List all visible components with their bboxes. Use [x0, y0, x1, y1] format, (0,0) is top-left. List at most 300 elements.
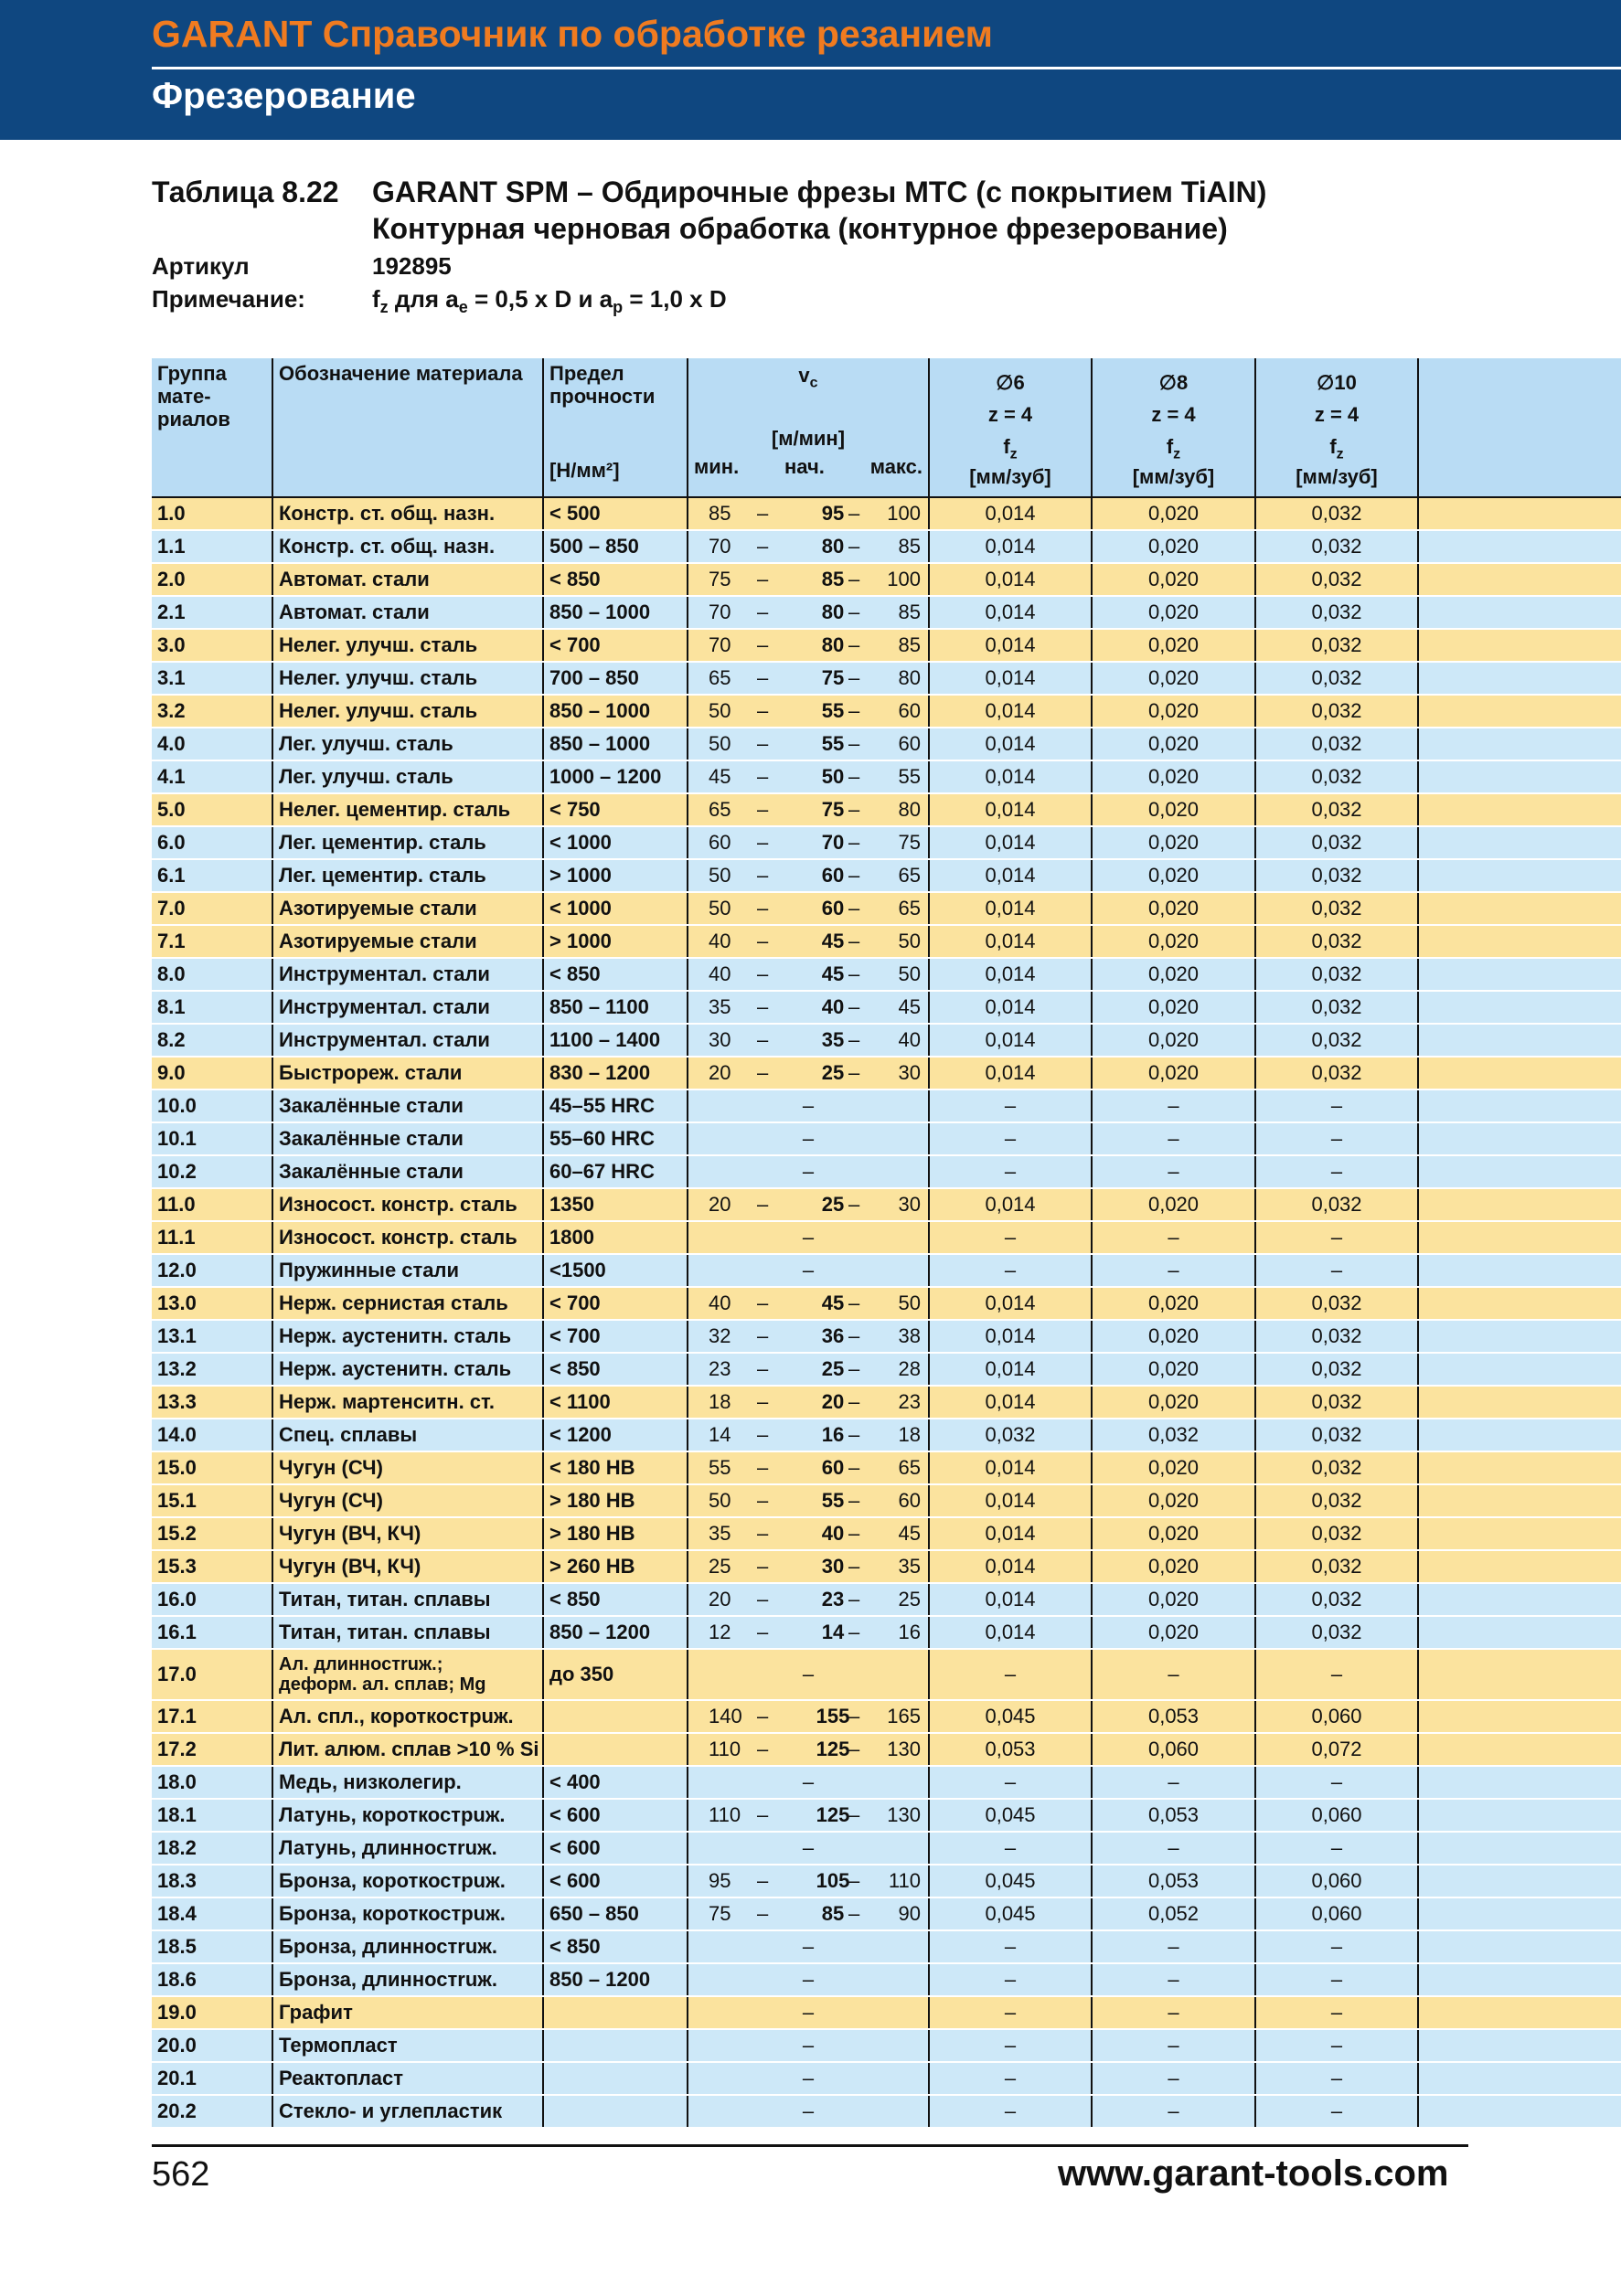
range-dash: –	[848, 1489, 860, 1512]
vc-none: –	[802, 1836, 815, 1859]
cutting-speed	[688, 1897, 929, 1930]
cutting-speed	[688, 1832, 929, 1865]
empty-cell	[1418, 1799, 1621, 1832]
feed-d8: 0,052	[1092, 1897, 1255, 1930]
vc-max: 90	[898, 1902, 921, 1925]
tensile-strength: 1800	[543, 1221, 688, 1254]
vc-max: 80	[898, 798, 921, 821]
vc-none: –	[802, 1094, 815, 1117]
range-dash: –	[848, 633, 860, 656]
article-value: 192895	[372, 252, 452, 280]
vc-none: –	[802, 1160, 815, 1183]
cutting-speed	[688, 1254, 929, 1287]
vc-start: 85	[821, 1902, 845, 1925]
feed-d10: 0,032	[1255, 1386, 1418, 1419]
vc-start: 45	[821, 962, 845, 985]
cutting-speed	[688, 1386, 929, 1419]
table-row	[152, 1484, 1621, 1517]
empty-cell	[1418, 1122, 1621, 1155]
empty-cell	[1418, 1155, 1621, 1188]
empty-cell	[1418, 826, 1621, 859]
range-dash: –	[757, 864, 769, 887]
feed-d8: 0,020	[1092, 497, 1255, 530]
feed-d10: 0,032	[1255, 1353, 1418, 1386]
tensile-strength: 1000 – 1200	[543, 760, 688, 793]
empty-cell	[1418, 1287, 1621, 1320]
vc-start: 16	[821, 1423, 845, 1446]
empty-cell	[1418, 1024, 1621, 1057]
website-link[interactable]: www.garant-tools.com	[1058, 2153, 1449, 2194]
material-name: Чугун (ВЧ, КЧ)	[272, 1550, 543, 1583]
tensile-strength: 850 – 1200	[543, 1616, 688, 1649]
feed-d10: 0,032	[1255, 760, 1418, 793]
cutting-speed	[688, 859, 929, 892]
range-dash: –	[848, 535, 860, 558]
tensile-strength: < 500	[543, 497, 688, 530]
tensile-strength: < 600	[543, 1832, 688, 1865]
material-group: 1.1	[152, 530, 272, 563]
table-row	[152, 793, 1621, 826]
feed-d8: 0,020	[1092, 1024, 1255, 1057]
tensile-strength: < 700	[543, 1287, 688, 1320]
empty-cell	[1418, 1649, 1621, 1700]
material-name: Нелег. улучш. сталь	[272, 662, 543, 695]
vc-max: 35	[898, 1555, 921, 1578]
feed-d6: 0,014	[929, 958, 1092, 991]
tensile-strength	[543, 2095, 688, 2128]
feed-d8: 0,020	[1092, 1287, 1255, 1320]
vc-min: 30	[709, 1028, 731, 1051]
feed-d10: 0,032	[1255, 991, 1418, 1024]
table-row	[152, 1451, 1621, 1484]
material-name: Чугун (СЧ)	[272, 1451, 543, 1484]
material-name: Инструментал. стали	[272, 1024, 543, 1057]
range-dash: –	[848, 864, 860, 887]
empty-cell	[1418, 563, 1621, 596]
range-dash: –	[757, 1522, 769, 1545]
feed-d8: 0,020	[1092, 1550, 1255, 1583]
table-row	[152, 1057, 1621, 1090]
material-name: Нерж. сернистая сталь	[272, 1287, 543, 1320]
feed-d8: 0,020	[1092, 991, 1255, 1024]
table-row	[152, 2095, 1621, 2128]
page-banner	[0, 0, 1621, 140]
cutting-speed	[688, 1155, 929, 1188]
range-dash: –	[848, 897, 860, 919]
material-group: 8.0	[152, 958, 272, 991]
range-dash: –	[848, 732, 860, 755]
tensile-strength: 850 – 1000	[543, 596, 688, 629]
vc-max: 18	[898, 1423, 921, 1446]
empty-cell	[1418, 1733, 1621, 1766]
feed-d6: 0,014	[929, 629, 1092, 662]
material-name: Инструментал. стали	[272, 958, 543, 991]
range-dash: –	[848, 1621, 860, 1643]
cutting-speed	[688, 1419, 929, 1451]
vc-max: 65	[898, 864, 921, 887]
tensile-strength: > 180 HB	[543, 1484, 688, 1517]
feed-d6: 0,014	[929, 695, 1092, 728]
empty-cell	[1418, 1386, 1621, 1419]
cutting-speed	[688, 1320, 929, 1353]
cutting-speed	[688, 695, 929, 728]
range-dash: –	[757, 1357, 769, 1380]
feed-d6: –	[929, 2029, 1092, 2062]
feed-d8: 0,020	[1092, 925, 1255, 958]
range-dash: –	[757, 930, 769, 952]
feed-d10: –	[1255, 1963, 1418, 1996]
empty-cell	[1418, 1057, 1621, 1090]
material-name: Лег. цементир. сталь	[272, 859, 543, 892]
cutting-speed	[688, 793, 929, 826]
table-title-line2: Контурная черновая обработка (контурное фрезерование)	[372, 212, 1228, 245]
tensile-strength: < 1100	[543, 1386, 688, 1419]
material-group: 20.0	[152, 2029, 272, 2062]
feed-d10: –	[1255, 1090, 1418, 1122]
vc-start: 35	[821, 1028, 845, 1051]
material-name: Закалённые стали	[272, 1090, 543, 1122]
material-group: 15.1	[152, 1484, 272, 1517]
tensile-strength: < 750	[543, 793, 688, 826]
material-name: Констр. ст. общ. назн.	[272, 530, 543, 563]
vc-start: 30	[821, 1555, 845, 1578]
feed-d8: 0,020	[1092, 530, 1255, 563]
material-name: Износост. констр. сталь	[272, 1188, 543, 1221]
range-dash: –	[757, 962, 769, 985]
material-group: 2.0	[152, 563, 272, 596]
feed-d6: –	[929, 1996, 1092, 2029]
table-row	[152, 958, 1621, 991]
feed-d10: –	[1255, 1930, 1418, 1963]
feed-d6: 0,014	[929, 892, 1092, 925]
range-dash: –	[757, 1324, 769, 1347]
table-row	[152, 596, 1621, 629]
vc-min: 23	[709, 1357, 731, 1380]
feed-d8: –	[1092, 1649, 1255, 1700]
feed-d8: 0,020	[1092, 629, 1255, 662]
feed-d10: 0,060	[1255, 1865, 1418, 1897]
table-row	[152, 1353, 1621, 1386]
vc-min: 55	[709, 1456, 731, 1479]
range-dash: –	[848, 1738, 860, 1760]
feed-d6: 0,014	[929, 925, 1092, 958]
feed-d10: 0,032	[1255, 793, 1418, 826]
tensile-strength: < 850	[543, 958, 688, 991]
feed-d10: 0,032	[1255, 1024, 1418, 1057]
vc-max: 100	[887, 568, 921, 590]
feed-d10: 0,060	[1255, 1799, 1418, 1832]
range-dash: –	[848, 831, 860, 854]
table-row	[152, 1583, 1621, 1616]
cutting-speed	[688, 1451, 929, 1484]
tensile-strength: 850 – 1100	[543, 991, 688, 1024]
range-dash: –	[848, 1324, 860, 1347]
material-group: 4.1	[152, 760, 272, 793]
tensile-strength: 700 – 850	[543, 662, 688, 695]
table-row	[152, 1700, 1621, 1733]
material-group: 18.2	[152, 1832, 272, 1865]
table-row	[152, 1155, 1621, 1188]
range-dash: –	[757, 1456, 769, 1479]
material-name: Латунь, короткострuж.	[272, 1799, 543, 1832]
cutting-speed	[688, 1221, 929, 1254]
material-name: Титан, титан. сплавы	[272, 1583, 543, 1616]
vc-min: 75	[709, 568, 731, 590]
vc-none: –	[802, 1226, 815, 1249]
material-group: 18.0	[152, 1766, 272, 1799]
range-dash: –	[757, 765, 769, 788]
vc-min-label: мин.	[694, 455, 740, 479]
material-name: Лег. цементир. сталь	[272, 826, 543, 859]
feed-d6: 0,045	[929, 1700, 1092, 1733]
table-row	[152, 1616, 1621, 1649]
feed-d8: 0,020	[1092, 1484, 1255, 1517]
empty-cell	[1418, 1832, 1621, 1865]
material-group: 17.2	[152, 1733, 272, 1766]
material-name: Лит. алюм. сплав >10 % Si	[272, 1733, 543, 1766]
material-group: 16.0	[152, 1583, 272, 1616]
feed-d10: 0,032	[1255, 1419, 1418, 1451]
tensile-strength: 55–60 HRC	[543, 1122, 688, 1155]
feed-d6: 0,014	[929, 1320, 1092, 1353]
range-dash: –	[848, 666, 860, 689]
vc-start: 45	[821, 1292, 845, 1314]
vc-min: 50	[709, 699, 731, 722]
vc-start: 50	[821, 765, 845, 788]
tensile-strength: < 1000	[543, 826, 688, 859]
feed-d10: –	[1255, 2095, 1418, 2128]
vc-min: 50	[709, 732, 731, 755]
feed-d10: 0,032	[1255, 629, 1418, 662]
feed-d6: 0,032	[929, 1419, 1092, 1451]
feed-d6: 0,014	[929, 1451, 1092, 1484]
tensile-strength: 1350	[543, 1188, 688, 1221]
vc-none: –	[802, 1935, 815, 1958]
feed-d8: –	[1092, 1254, 1255, 1287]
table-row	[152, 1865, 1621, 1897]
feed-d6: 0,014	[929, 826, 1092, 859]
vc-min: 14	[709, 1423, 731, 1446]
tensile-strength: < 400	[543, 1766, 688, 1799]
empty-cell	[1418, 629, 1621, 662]
material-name: Титан, титан. сплавы	[272, 1616, 543, 1649]
feed-d8: 0,020	[1092, 793, 1255, 826]
cutting-speed	[688, 1057, 929, 1090]
material-name: Бронза, короткострuж.	[272, 1897, 543, 1930]
table-row	[152, 1024, 1621, 1057]
vc-start: 25	[821, 1061, 845, 1084]
empty-cell	[1418, 1996, 1621, 2029]
cutting-speed	[688, 1122, 929, 1155]
vc-start: 25	[821, 1193, 845, 1216]
vc-min: 65	[709, 798, 731, 821]
vc-min: 20	[709, 1588, 731, 1610]
material-group: 11.1	[152, 1221, 272, 1254]
empty-cell	[1418, 2062, 1621, 2095]
material-group: 18.5	[152, 1930, 272, 1963]
feed-d6: 0,014	[929, 530, 1092, 563]
cutting-speed	[688, 826, 929, 859]
strength-label: Предел прочности	[549, 362, 656, 408]
range-dash: –	[848, 1028, 860, 1051]
feed-d8: –	[1092, 1155, 1255, 1188]
material-name: Ал. спл., короткострuж.	[272, 1700, 543, 1733]
feed-d6: 0,014	[929, 563, 1092, 596]
empty-cell	[1418, 1766, 1621, 1799]
vc-max: 45	[898, 1522, 921, 1545]
vc-min: 20	[709, 1061, 731, 1084]
tensile-strength: > 180 HB	[543, 1517, 688, 1550]
material-name: Бронза, короткострuж.	[272, 1865, 543, 1897]
vc-none: –	[802, 2034, 815, 2057]
tensile-strength: > 1000	[543, 859, 688, 892]
material-group: 20.2	[152, 2095, 272, 2128]
empty-cell	[1418, 662, 1621, 695]
material-name: Нерж. аустенитн. сталь	[272, 1353, 543, 1386]
range-dash: –	[757, 1738, 769, 1760]
vc-min: 85	[709, 502, 731, 525]
empty-cell	[1418, 728, 1621, 760]
cutting-speed	[688, 1799, 929, 1832]
vc-start: 14	[821, 1621, 845, 1643]
vc-max: 75	[898, 831, 921, 854]
feed-d6: 0,014	[929, 1353, 1092, 1386]
range-dash: –	[757, 1705, 769, 1727]
range-dash: –	[757, 601, 769, 623]
material-name: Спец. сплавы	[272, 1419, 543, 1451]
cutting-speed	[688, 1700, 929, 1733]
tensile-strength: 850 – 1200	[543, 1963, 688, 1996]
book-title: GARANT Справочник по обработке резанием	[152, 13, 993, 55]
feed-d10: 0,032	[1255, 1287, 1418, 1320]
table-row	[152, 826, 1621, 859]
feed-d8: 0,020	[1092, 760, 1255, 793]
material-name: Быстрореж. стали	[272, 1057, 543, 1090]
vc-start: 85	[821, 568, 845, 590]
vc-max: 60	[898, 732, 921, 755]
cutting-speed	[688, 1353, 929, 1386]
range-dash: –	[757, 732, 769, 755]
empty-cell	[1418, 2095, 1621, 2128]
material-group: 16.1	[152, 1616, 272, 1649]
range-dash: –	[848, 1193, 860, 1216]
material-name: Чугун (СЧ)	[272, 1484, 543, 1517]
table-row	[152, 1517, 1621, 1550]
range-dash: –	[848, 1705, 860, 1727]
empty-cell	[1418, 1419, 1621, 1451]
table-row	[152, 530, 1621, 563]
table-row	[152, 695, 1621, 728]
table-row	[152, 1320, 1621, 1353]
range-dash: –	[757, 798, 769, 821]
range-dash: –	[848, 1869, 860, 1892]
vc-min: 40	[709, 930, 731, 952]
cutting-speed	[688, 1024, 929, 1057]
feed-d6: –	[929, 1832, 1092, 1865]
feed-d6: 0,014	[929, 1550, 1092, 1583]
material-group: 8.2	[152, 1024, 272, 1057]
cutting-speed	[688, 1996, 929, 2029]
vc-min: 50	[709, 897, 731, 919]
empty-cell	[1418, 1254, 1621, 1287]
material-group: 15.0	[152, 1451, 272, 1484]
material-name: Азотируемые стали	[272, 892, 543, 925]
material-name: Автомат. стали	[272, 596, 543, 629]
tensile-strength: 850 – 1000	[543, 695, 688, 728]
table-row	[152, 629, 1621, 662]
range-dash: –	[848, 1456, 860, 1479]
vc-none: –	[802, 1968, 815, 1991]
vc-start: 80	[821, 601, 845, 623]
material-name: Нерж. аустенитн. сталь	[272, 1320, 543, 1353]
vc-start: 155	[816, 1705, 850, 1727]
material-name: Нелег. улучш. сталь	[272, 695, 543, 728]
material-group: 4.0	[152, 728, 272, 760]
vc-max: 100	[887, 502, 921, 525]
tensile-strength	[543, 1996, 688, 2029]
vc-min: 20	[709, 1193, 731, 1216]
material-name: Ал. длинностruж.; деформ. ал. сплав; Mg	[272, 1649, 543, 1700]
material-group: 13.2	[152, 1353, 272, 1386]
feed-d8: –	[1092, 1832, 1255, 1865]
material-name: Стекло- и углепластик	[272, 2095, 543, 2128]
feed-d6: –	[929, 2095, 1092, 2128]
vc-min: 40	[709, 962, 731, 985]
feed-d8: –	[1092, 2095, 1255, 2128]
feed-d10: 0,032	[1255, 925, 1418, 958]
range-dash: –	[848, 502, 860, 525]
range-dash: –	[757, 666, 769, 689]
cutting-speed	[688, 530, 929, 563]
tensile-strength: 45–55 HRC	[543, 1090, 688, 1122]
cutting-speed	[688, 1090, 929, 1122]
vc-max: 50	[898, 962, 921, 985]
material-group: 17.1	[152, 1700, 272, 1733]
material-group: 3.0	[152, 629, 272, 662]
material-name: Нелег. улучш. сталь	[272, 629, 543, 662]
material-group: 20.1	[152, 2062, 272, 2095]
vc-none: –	[802, 2067, 815, 2089]
material-name: Инструментал. стали	[272, 991, 543, 1024]
material-group: 3.1	[152, 662, 272, 695]
feed-d6: 0,014	[929, 760, 1092, 793]
col-vc-header: $v_c$ [м/мин] мин. нач. макс.	[688, 358, 929, 497]
material-name: Констр. ст. общ. назн.	[272, 497, 543, 530]
table-title-line1: GARANT SPM – Обдирочные фрезы MTC (с покрытием TiAIN)	[372, 175, 1267, 208]
range-dash: –	[848, 1357, 860, 1380]
vc-min: 18	[709, 1390, 731, 1413]
material-name: Азотируемые стали	[272, 925, 543, 958]
feed-d6: 0,014	[929, 1583, 1092, 1616]
vc-start: 55	[821, 732, 845, 755]
feed-d8: 0,020	[1092, 1386, 1255, 1419]
vc-min: 70	[709, 601, 731, 623]
table-row	[152, 1930, 1621, 1963]
feed-d10: 0,032	[1255, 1583, 1418, 1616]
feed-d8: 0,020	[1092, 1451, 1255, 1484]
material-group: 6.0	[152, 826, 272, 859]
vc-min: 60	[709, 831, 731, 854]
page-number: 562	[152, 2155, 210, 2194]
tensile-strength	[543, 1700, 688, 1733]
strength-unit: [Н/мм²]	[549, 459, 620, 482]
vc-max: 40	[898, 1028, 921, 1051]
cutting-speed	[688, 1733, 929, 1766]
empty-cell	[1418, 760, 1621, 793]
table-row	[152, 1832, 1621, 1865]
vc-min: 65	[709, 666, 731, 689]
feed-d10: 0,072	[1255, 1733, 1418, 1766]
